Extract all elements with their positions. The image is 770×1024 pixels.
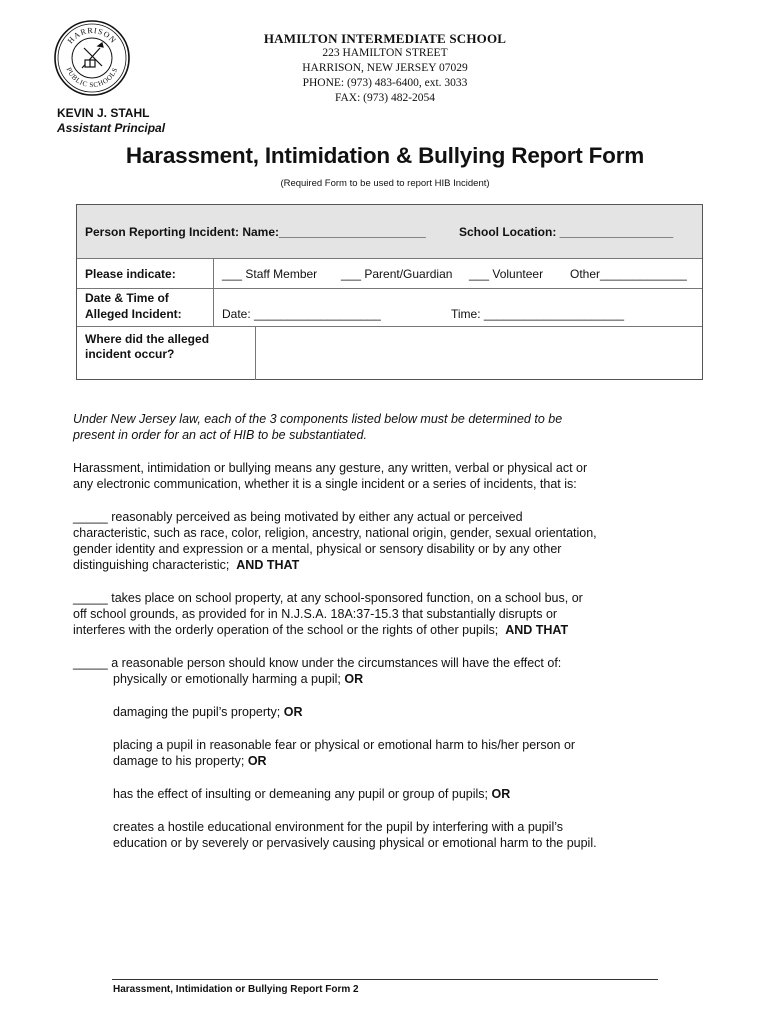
law-statement-line2: present in order for an act of HIB to be substantiated. xyxy=(73,428,367,442)
form-title: Harassment, Intimidation & Bullying Report Form xyxy=(125,143,645,168)
effect5-line1: creates a hostile educational environment for the pupil by interfering with a pupil’s xyxy=(113,820,564,834)
and-that-label: AND THAT xyxy=(236,558,300,572)
divider xyxy=(77,326,702,327)
datetime-label-line2: Alleged Incident: xyxy=(85,307,182,321)
footer-label: Harassment, Intimidation or Bullying Report Form 2 xyxy=(113,984,359,995)
school-city: HARRISON, NEW JERSEY 07029 xyxy=(302,62,468,74)
component1-line4 xyxy=(73,557,299,573)
component1-line2: characteristic, such as race, color, religion, ancestry, national origin, gender, sexual orientation, xyxy=(73,526,597,540)
effect3-line2 xyxy=(113,753,267,769)
effect5-line2: education or by severely or pervasively causing physical or emotional harm to the pupil. xyxy=(113,836,597,850)
component2-line2: off school grounds, as provided for in N.J.S.A. 18A:37-15.3 that substantially disrupts or xyxy=(73,607,558,621)
or-label: OR xyxy=(344,672,364,686)
principal-block xyxy=(57,106,165,136)
component1-line1: _____ reasonably perceived as being motivated by either any actual or perceived xyxy=(73,510,523,524)
school-seal-logo xyxy=(54,20,130,96)
indicate-label: Please indicate: xyxy=(85,267,176,281)
component2-line3 xyxy=(73,622,568,638)
component1-text: distinguishing characteristic; xyxy=(73,558,230,572)
school-street: 223 HAMILTON STREET xyxy=(322,47,448,59)
date-field[interactable]: Date: ___________________ xyxy=(222,307,381,321)
svg-text:HARRISON xyxy=(66,26,119,45)
or-label: OR xyxy=(491,787,511,801)
component2-line1: _____ takes place on school property, at any school-sponsored function, on a school bus, or xyxy=(73,591,583,605)
school-fax: FAX: (973) 482-2054 xyxy=(334,92,436,104)
school-name: HAMILTON INTERMEDIATE SCHOOL xyxy=(263,31,507,46)
and-that-label: AND THAT xyxy=(505,623,569,637)
where-label-line1: Where did the alleged xyxy=(85,332,210,346)
time-field[interactable]: Time: _____________________ xyxy=(451,307,625,321)
effect3-line1: placing a pupil in reasonable fear or physical or emotional harm to his/her person or xyxy=(113,738,576,752)
component2-text: interferes with the orderly operation of the school or the rights of other pupils; xyxy=(73,623,499,637)
effect4-text: has the effect of insulting or demeaning any pupil or group of pupils; xyxy=(113,787,489,801)
principal-name: KEVIN J. STAHL xyxy=(57,106,150,120)
seal-bottom-text: PUBLIC SCHOOLS xyxy=(64,66,120,90)
staff-member-option[interactable]: ___ Staff Member xyxy=(222,267,318,281)
definition-line1: Harassment, intimidation or bullying means any gesture, any written, verbal or physical act or xyxy=(73,461,588,475)
law-statement-line1: Under New Jersey law, each of the 3 components listed below must be determined to be xyxy=(73,412,563,426)
or-label: OR xyxy=(283,705,303,719)
or-label: OR xyxy=(247,754,267,768)
form-subtitle: (Required Form to be used to report HIB Incident) xyxy=(280,178,490,189)
school-letterhead xyxy=(160,31,610,106)
where-label-line2: incident occur? xyxy=(85,347,175,361)
volunteer-option[interactable]: ___ Volunteer xyxy=(469,267,544,281)
divider xyxy=(77,288,702,289)
component1-line3: gender identity and expression or a mental, physical or sensory disability or by any other xyxy=(73,542,562,556)
divider xyxy=(77,258,702,259)
effect2-text: damaging the pupil’s property; xyxy=(113,705,281,719)
incident-location-input[interactable] xyxy=(257,328,697,378)
divider xyxy=(255,326,256,380)
other-option[interactable]: Other_____________ xyxy=(570,267,687,281)
component3-line1: _____ a reasonable person should know under the circumstances will have the effect of: xyxy=(73,656,562,670)
school-location-field[interactable]: School Location: _________________ xyxy=(459,225,674,239)
effect3-text: damage to his property; xyxy=(113,754,245,768)
effect1-text: physically or emotionally harming a pupil; xyxy=(113,672,341,686)
reporter-name-field[interactable]: Person Reporting Incident: Name:______________________ xyxy=(85,225,426,239)
datetime-label-line1: Date & Time of xyxy=(85,291,169,305)
divider xyxy=(213,258,214,326)
effect2 xyxy=(113,704,302,720)
footer-rule xyxy=(112,979,658,980)
parent-guardian-option[interactable]: ___ Parent/Guardian xyxy=(341,267,453,281)
principal-title: Assistant Principal xyxy=(57,121,166,135)
definition-line2: any electronic communication, whether it is a single incident or a series of incidents, that is: xyxy=(73,477,577,491)
school-phone: PHONE: (973) 483-6400, ext. 3033 xyxy=(302,77,468,89)
report-form-table xyxy=(76,204,703,380)
effect4 xyxy=(113,786,510,802)
effect1 xyxy=(113,671,363,687)
seal-top-text: HARRISON xyxy=(65,25,119,46)
